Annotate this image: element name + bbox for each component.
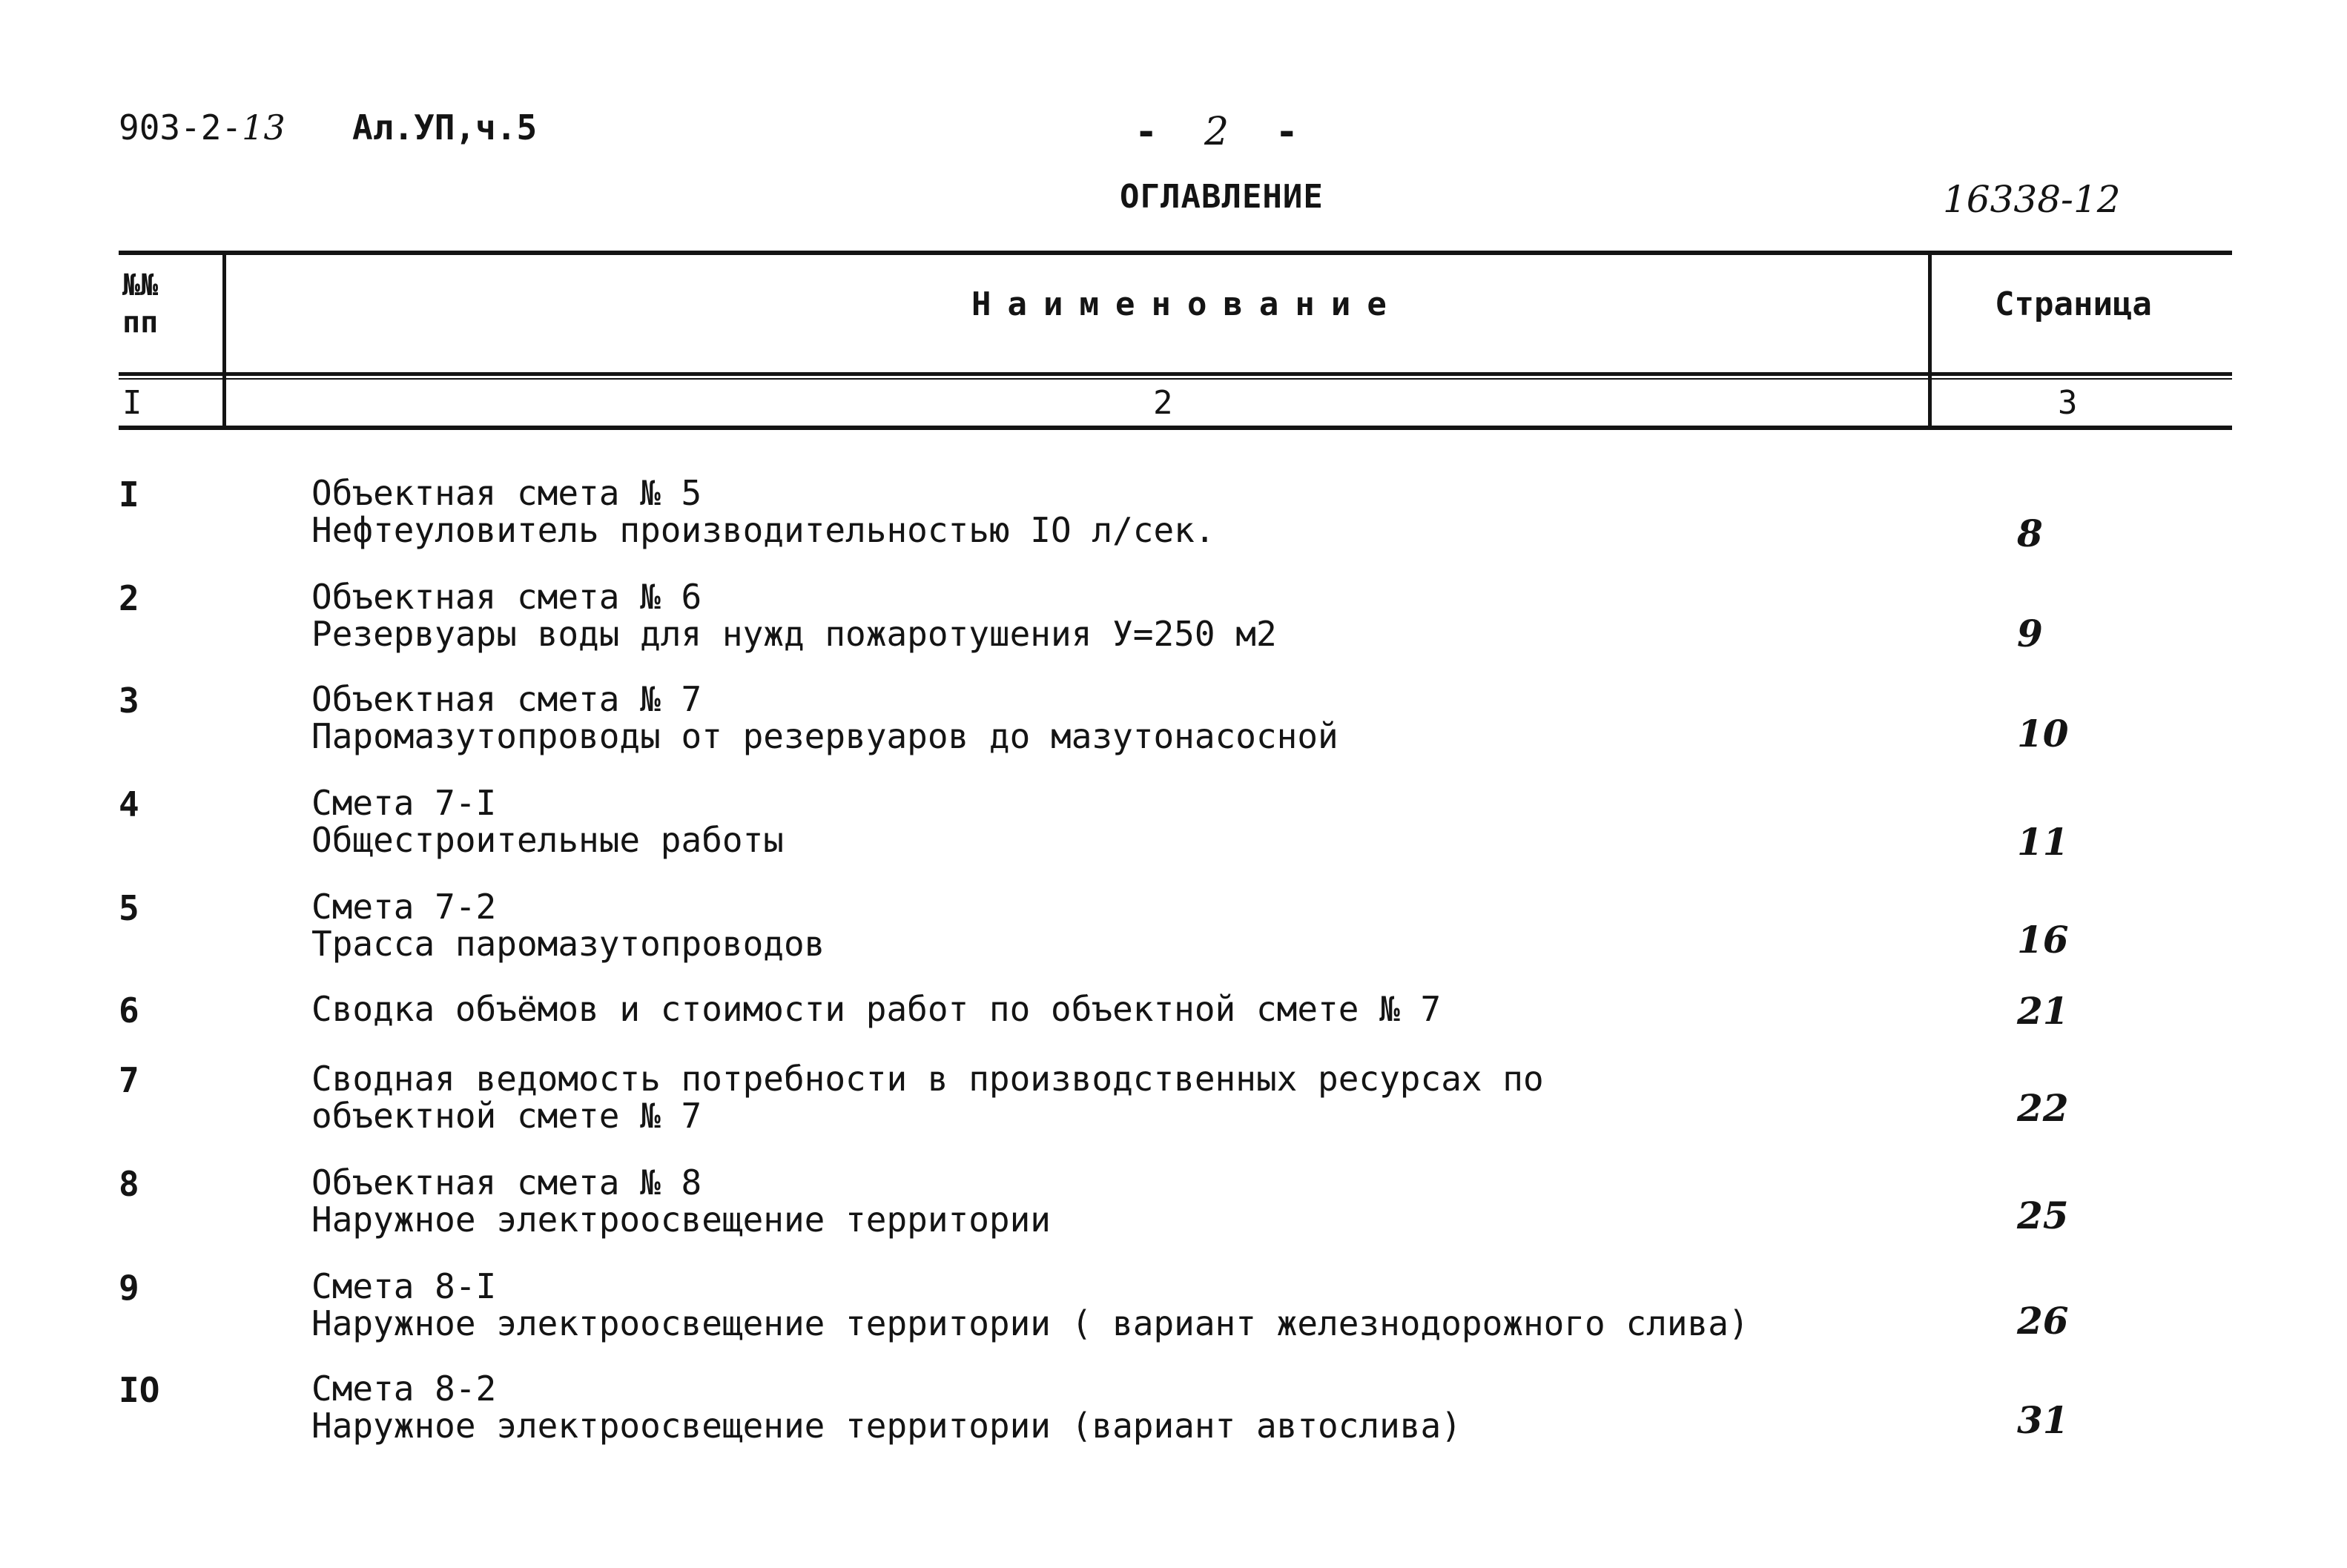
entry-line-1: Смета 7-2	[311, 887, 497, 927]
entry-title	[311, 990, 1441, 1028]
table-column-divider-1	[222, 251, 226, 430]
entry-page: 22	[2017, 1086, 2069, 1130]
page-number	[1135, 110, 1298, 154]
entry-line-2: Резервуары воды для нужд пожаротушения У=250 м2	[311, 614, 1277, 654]
entry-title	[311, 578, 1277, 652]
entry-number: 4	[119, 784, 139, 824]
column-index-3: 3	[2058, 384, 2078, 422]
entry-page: 31	[2017, 1398, 2069, 1442]
page-title: ОГЛАВЛЕНИЕ	[1120, 178, 1324, 216]
archive-number: 16338-12	[1943, 178, 2121, 221]
table-bottom-rule	[119, 426, 2232, 430]
entry-line-2: Наружное электроосвещение территории ( вариант железнодорожного слива)	[311, 1303, 1749, 1343]
column-index-2: 2	[1153, 384, 1173, 422]
entry-page: 21	[2017, 989, 2069, 1033]
album-reference: Ал.УП,ч.5	[352, 107, 538, 148]
entry-line-2: Наружное электроосвещение территории (вариант автослива)	[311, 1406, 1462, 1446]
entry-number: 7	[119, 1060, 139, 1100]
entry-number: IO	[119, 1370, 160, 1410]
column-header-page: Страница	[1995, 285, 2152, 323]
table-top-rule	[119, 251, 2232, 255]
entry-line-1: Смета 8-I	[311, 1266, 497, 1306]
entry-line-1: Объектная смета № 7	[311, 679, 702, 719]
document-code	[119, 107, 285, 148]
entry-number: 5	[119, 888, 139, 928]
entry-line-1: Сводная ведомость потребности в производственных ресурсах по	[311, 1059, 1544, 1099]
page-number-value: 2	[1204, 110, 1229, 154]
table-column-divider-2	[1928, 251, 1932, 430]
entry-number: 8	[119, 1164, 139, 1204]
entry-line-2: Паромазутопроводы от резервуаров до мазутонасосной	[311, 716, 1338, 756]
entry-title	[311, 1164, 1051, 1238]
entry-line-2: объектной смете № 7	[311, 1096, 702, 1136]
table-header-rule-thin	[119, 378, 2232, 380]
document-code-suffix: 13	[242, 107, 285, 148]
entry-page: 11	[2017, 820, 2069, 864]
column-header-name: Наименование	[971, 285, 1403, 323]
entry-number: 9	[119, 1268, 139, 1308]
entry-line-2: Наружное электроосвещение территории	[311, 1200, 1051, 1240]
entry-number: 3	[119, 681, 139, 721]
entry-title	[311, 474, 1215, 549]
entry-page: 26	[2017, 1299, 2069, 1343]
entry-title	[311, 1268, 1749, 1342]
entry-line-2: Нефтеуловитель производительностью IO л/сек.	[311, 510, 1215, 550]
entry-title	[311, 888, 825, 962]
entry-title	[311, 784, 784, 859]
entry-page: 9	[2017, 612, 2043, 655]
entry-title	[311, 1370, 1462, 1444]
entry-title	[311, 681, 1338, 755]
entry-line-1: Сводка объёмов и стоимости работ по объектной смете № 7	[311, 989, 1442, 1029]
entry-number: 2	[119, 578, 139, 618]
page-number-dash-left: -	[1135, 110, 1158, 154]
entry-title	[311, 1060, 1544, 1134]
entry-page: 16	[2017, 918, 2069, 962]
column-index-1: I	[122, 384, 142, 422]
entry-page: 10	[2017, 712, 2069, 755]
entry-number: I	[119, 474, 139, 515]
entry-line-1: Объектная смета № 6	[311, 577, 702, 617]
table-header-rule	[119, 372, 2232, 376]
entry-page: 25	[2017, 1194, 2069, 1237]
column-header-number: №№ пп	[122, 268, 159, 340]
entry-page: 8	[2017, 512, 2043, 555]
document-code-prefix: 903-2-	[119, 107, 242, 148]
entry-line-2: Общестроительные работы	[311, 820, 784, 860]
entry-line-1: Смета 8-2	[311, 1369, 497, 1409]
entry-line-1: Объектная смета № 5	[311, 473, 702, 513]
entry-line-1: Смета 7-I	[311, 783, 497, 823]
page-number-dash-right: -	[1275, 110, 1298, 154]
entry-number: 6	[119, 990, 139, 1031]
entry-line-1: Объектная смета № 8	[311, 1162, 702, 1203]
entry-line-2: Трасса паромазутопроводов	[311, 924, 825, 964]
